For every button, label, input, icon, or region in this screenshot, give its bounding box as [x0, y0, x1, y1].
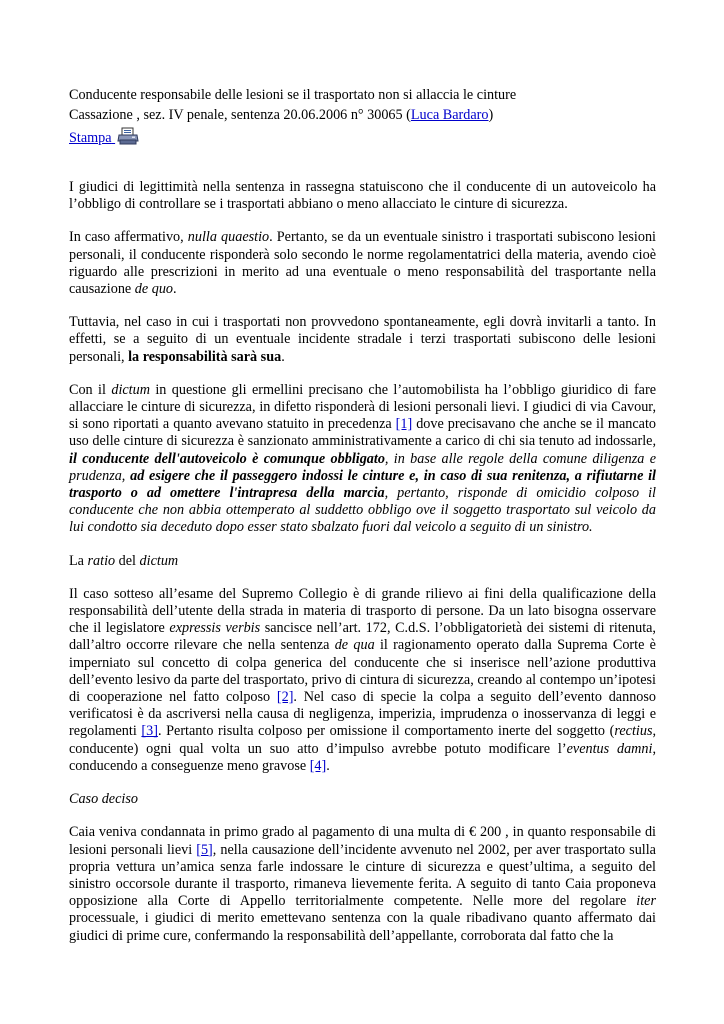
- document-page: [69, 86, 656, 961]
- footnote-link-5[interactable]: [5]: [196, 841, 213, 858]
- citation-text: Cassazione , sez. IV penale, sentenza 20.06.2006 n° 30065 (: [69, 106, 411, 123]
- print-row: [69, 127, 656, 149]
- heading-caso-deciso: Caso deciso: [69, 791, 138, 808]
- footnote-link-1[interactable]: [1]: [395, 416, 413, 433]
- footnote-link-4[interactable]: [4]: [309, 757, 327, 774]
- footnote-link-2[interactable]: [2]: [276, 689, 294, 706]
- footnote-link-3[interactable]: [3]: [141, 723, 158, 740]
- author-link[interactable]: Luca Bardaro: [410, 106, 489, 123]
- paragraph-4: Con il dictum in questione gli ermellini precisano che l’automobilista ha l’obbligo giuridico di fare allacciare le cinture di sicurezza, in difetto risponderà di lesioni personali lievi. I giudici di via Cavour, si sono riportati a quanto avevano statuito in precedenza [1] dove precisavano che anche se il mancato uso delle cinture di sicurezza è sanzionato amministrativamente a carico di chi sia tenuto ad indossarle, il conducente dell'autoveicolo è comunque obbligato, in base alle regole della comune diligenza e prudenza, ad esigere che il passeggero indossi le cinture e, in caso di sua renitenza, a rifiutarne il trasporto o ad omettere l'intrapresa della marcia, pertanto, risponde di omicidio colposo il conducente che non abbia ottemperato al suddetto obbligo ove il soggetto trasportato sul veicolo da lui condotto sia deceduto dopo esser stato sbalzato fuori dal veicolo a seguito di un sinistro.: [69, 381, 656, 536]
- paragraph-2: In caso affermativo, nulla quaestio. Pertanto, se da un eventuale sinistro i trasportati subiscono lesioni personali, il conducente risponderà solo secondo le norme regolamentatrici della materia, avendo cioè riguardo alle prescrizioni in merito ad una eventuale o meno responsabilità del trasportante nella causazione de quo.: [69, 229, 656, 298]
- citation-close: ): [488, 106, 494, 123]
- print-link[interactable]: [69, 130, 115, 146]
- print-link-label: Stampa: [69, 130, 112, 146]
- paragraph-3: Tuttavia, nel caso in cui i trasportati non provvedono spontaneamente, egli dovrà invitarli a tanto. In effetti, se a seguito di un eventuale incidente stradale i terzi trasportati subiscono delle lesioni personali, la responsabilità sarà sua.: [69, 314, 656, 365]
- citation-line: [69, 106, 656, 126]
- paragraph-5: Il caso sotteso all’esame del Supremo Collegio è di grande rilievo ai fini della qualificazione della responsabilità dell’utente della strada in materia di trasporto di persone. Da un lato bisogna osservare che il legislatore expressis verbis sancisce nell’art. 172, C.d.S. l’obbligatorietà dei sistemi di ritenuta, dall’altro occorre rilevare che nella sentenza de qua il ragionamento operato dalla Suprema Corte è imperniato sul concetto di colpa generica del conducente che si inserisce nell’azione produttiva dell’evento lesivo da parte del trasportato, privo di cintura di sicurezza, creando al contempo un’ipotesi di cooperazione nel fatto colposo [2]. Nel caso di specie la colpa a seguito dell’evento dannoso verificatosi è da ascriversi nella causa di negligenza, imperizia, imprudenza o inosservanza di leggi e regolamenti [3]. Pertanto risulta colposo per omissione il comportamento inerte del soggetto (rectius, conducente) ogni qual volta un suo atto d’impulso avrebbe potuto modificare l’eventus damni, conducendo a conseguenze meno gravose [4].: [69, 585, 657, 774]
- paragraph-6: Caia veniva condannata in primo grado al pagamento di una multa di € 200 , in quanto responsabile di lesioni personali lievi [5], nella causazione dell’incidente avvenuto nel 2002, per aver trasportato sulla propria vettura un’amica senza farle indossare le cinture di sicurezza e quest’ultima, a seguito del sinistro occorsole durante il trasporto, rimaneva lievemente ferita. A seguito di tanto Caia proponeva opposizione alla Corte di Appello territorialmente competente. Nelle more del regolare iter processuale, i giudici di merito emettevano sentenza con la quale ribadivano quanto affermato dai giudici di prime cure, confermando la responsabilità dell’appellante, corroborata dal fatto che la: [69, 824, 656, 944]
- document-title: Conducente responsabile delle lesioni se il trasportato non si allaccia le cinture: [69, 87, 517, 103]
- heading-ratio: La ratio del dictum: [69, 552, 179, 569]
- paragraph-1: I giudici di legittimità nella sentenza in rassegna statuiscono che il conducente di un autoveicolo ha l’obbligo di controllare se i trasportati abbiano o meno allacciato le cinture di sicurezza.: [69, 179, 656, 213]
- printer-icon[interactable]: [117, 127, 139, 152]
